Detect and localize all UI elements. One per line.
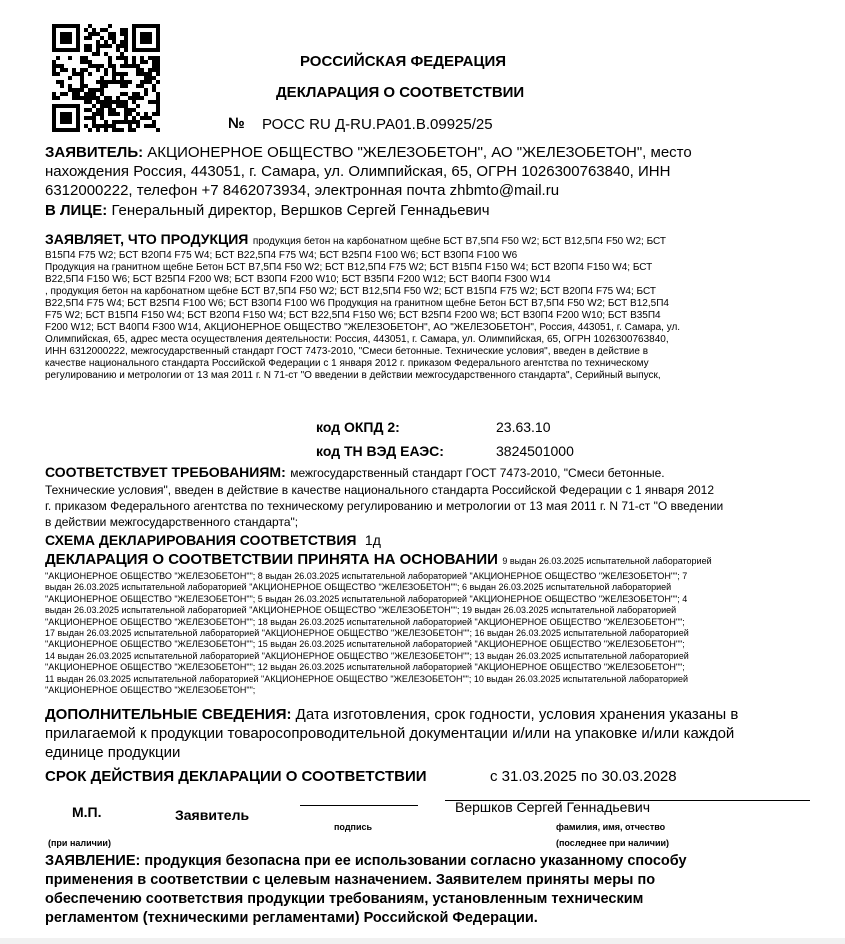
requirements-line: Технические условия", введен в действие в качестве национального стандарта Российской Федерации с 1 января 2012 [45, 483, 715, 497]
requirements-text: межгосударственный стандарт ГОСТ 7473-2010, "Смеси бетонные. [290, 466, 665, 480]
product-line: F75 W2; БСТ В15П4 F150 W4; БСТ В20П4 F150 W4; БСТ В22,5П4 F150 W6; БСТ В25П4 F200 W8; БСТ В30П4 F200 W10; БСТ В35П4 [45, 310, 661, 321]
stamp-caption: (при наличии) [48, 838, 111, 848]
basis-line: 11 выдан 26.03.2025 испытательной лабораторией "АКЦИОНЕРНОЕ ОБЩЕСТВО "ЖЕЛЕЗОБЕТОН""; 10 выдан 26.03.2025 испытательной лабораторией [45, 673, 689, 684]
basis-line: "АКЦИОНЕРНОЕ ОБЩЕСТВО "ЖЕЛЕЗОБЕТОН""; 15 выдан 26.03.2025 испытательной лабораторией "АКЦИОНЕРНОЕ ОБЩЕСТВО "ЖЕЛЕЗОБЕТОН""; [45, 639, 685, 650]
page-bottom-edge [0, 938, 845, 944]
product-line: Продукция на гранитном щебне Бетон БСТ В7,5П4 F50 W2; БСТ В12,5П4 F75 W2; БСТ В15П4 F150 W4; БСТ В20П4 F150 W4; БСТ [45, 262, 653, 273]
additional-text: Дата изготовления, срок годности, условия хранения указаны в [295, 706, 739, 723]
okpd-label: код ОКПД 2: [316, 419, 400, 435]
statement-line: ЗАЯВЛЕНИЕ: продукция безопасна при ее использовании согласно указанному способу [45, 853, 687, 869]
statement-line: регламентом (техническими регламентами) Российской Федерации. [45, 910, 538, 926]
applicant-line1 [45, 143, 692, 162]
applicant-label: ЗАЯВИТЕЛЬ: [45, 144, 144, 161]
tnved-label: код ТН ВЭД ЕАЭС: [316, 443, 444, 459]
signature-caption: подпись [334, 822, 373, 832]
person-value: Генеральный директор, Вершков Сергей Геннадьевич [111, 202, 490, 219]
basis-first-line [45, 551, 712, 569]
okpd-value: 23.63.10 [496, 419, 551, 435]
product-first-line [45, 231, 666, 249]
additional-line3: единице продукции [45, 744, 181, 761]
product-line: В22,5П4 F75 W4; БСТ В25П4 F100 W6; БСТ В30П4 F100 W6 Продукция на гранитном щебне Бетон БСТ В7,5П4 F50 W2; БСТ В12,5П4 [45, 298, 669, 309]
scheme-label: СХЕМА ДЕКЛАРИРОВАНИЯ СООТВЕТСТВИЯ [45, 532, 357, 548]
declaration-number: РОСС RU Д-RU.РА01.В.09925/25 [262, 116, 493, 133]
product-details [45, 250, 835, 382]
basis-line: "АКЦИОНЕРНОЕ ОБЩЕСТВО "ЖЕЛЕЗОБЕТОН""; 8 выдан 26.03.2025 испытательной лабораторией "АКЦИОНЕРНОЕ ОБЩЕСТВО "ЖЕЛЕЗОБЕТОН""; 7 [45, 571, 688, 581]
product-line: продукция бетон на карбонатном щебне БСТ В7,5П4 F50 W2; БСТ В12,5П4 F50 W2; БСТ [252, 236, 667, 247]
requirements-label: СООТВЕТСТВУЕТ ТРЕБОВАНИЯМ: [45, 464, 286, 480]
person-label: В ЛИЦЕ: [45, 202, 108, 219]
applicant-text: АКЦИОНЕРНОЕ ОБЩЕСТВО "ЖЕЛЕЗОБЕТОН", АО "ЖЕЛЕЗОБЕТОН", место [147, 144, 692, 161]
country-title: РОССИЙСКАЯ ФЕДЕРАЦИЯ [300, 53, 507, 70]
product-line: Олимпийская, 65, адрес места осуществления деятельности: Россия, 443051, г. Самара, ул. Олимпийская, 65, ОГРН 1026300763840, [45, 334, 669, 345]
tnved-value: 3824501000 [496, 443, 574, 459]
scheme-line [45, 532, 381, 550]
product-line: ИНН 6312000222, межгосударственный стандарт ГОСТ 7473-2010, "Смеси бетонные. Технические условия", введен в действие в [45, 346, 649, 357]
scheme-value: 1д [364, 532, 381, 548]
product-line: F200 W12; БСТ В40П4 F300 W14, АКЦИОНЕРНОЕ ОБЩЕСТВО "ЖЕЛЕЗОБЕТОН", АО "ЖЕЛЕЗОБЕТОН", Россия, 443051, г. Самара, ул. [45, 322, 681, 333]
requirements-line: г. приказом Федерального агентства по техническому регулированию и метрологии от 13 мая 2011 г. N 71-ст "О введении [45, 499, 724, 513]
basis-line: 17 выдан 26.03.2025 испытательной лабораторией "АКЦИОНЕРНОЕ ОБЩЕСТВО "ЖЕЛЕЗОБЕТОН""; 16 выдан 26.03.2025 испытательной лабораторией [45, 628, 689, 639]
stamp-label: М.П. [72, 804, 102, 820]
basis-line: "АКЦИОНЕРНОЕ ОБЩЕСТВО "ЖЕЛЕЗОБЕТОН""; 5 выдан 26.03.2025 испытательной лабораторией "АКЦИОНЕРНОЕ ОБЩЕСТВО "ЖЕЛЕЗОБЕТОН""; 4 [45, 593, 688, 604]
basis-label: ДЕКЛАРАЦИЯ О СООТВЕТСТВИИ ПРИНЯТА НА ОСНОВАНИИ [45, 551, 498, 568]
basis-line: "АКЦИОНЕРНОЕ ОБЩЕСТВО "ЖЕЛЕЗОБЕТОН""; [45, 685, 256, 696]
product-label: ЗАЯВЛЯЕТ, ЧТО ПРОДУКЦИЯ [45, 231, 249, 247]
applicant-signature-label: Заявитель [175, 807, 250, 823]
basis-line: выдан 26.03.2025 испытательной лабораторией "АКЦИОНЕРНОЕ ОБЩЕСТВО "ЖЕЛЕЗОБЕТОН""; 19 выдан 26.03.2025 испытательной лабораторией [45, 605, 677, 616]
signer-name: Вершков Сергей Геннадьевич [455, 799, 650, 815]
product-line: В22,5П4 F150 W6; БСТ В25П4 F200 W8; БСТ В30П4 F200 W10; БСТ В35П4 F200 W12; БСТ В40П4 F300 W14 [45, 274, 551, 285]
product-line: регулированию и метрологии от 13 мая 2011 г. N 71-ст "О введении в действии межгосударственного стандарта", Серийный выпуск, [45, 370, 661, 381]
basis-line: "АКЦИОНЕРНОЕ ОБЩЕСТВО "ЖЕЛЕЗОБЕТОН""; 12 выдан 26.03.2025 испытательной лабораторией "АКЦИОНЕРНОЕ ОБЩЕСТВО "ЖЕЛЕЗОБЕТОН""; [45, 662, 685, 673]
basis-line: выдан 26.03.2025 испытательной лабораторией "АКЦИОНЕРНОЕ ОБЩЕСТВО "ЖЕЛЕЗОБЕТОН""; 6 выдан 26.03.2025 испытательной лабораторией [45, 582, 672, 593]
basis-line: 9 выдан 26.03.2025 испытательной лабораторией [502, 556, 712, 566]
applicant-line2: нахождения Россия, 443051, г. Самара, ул. Олимпийская, 65, ОГРН 1026300763840, ИНН [45, 163, 671, 180]
validity-label: СРОК ДЕЙСТВИЯ ДЕКЛАРАЦИИ О СООТВЕТСТВИИ [45, 768, 427, 785]
qr-code [52, 24, 160, 132]
statement-line: применения в соответствии с целевым назначением. Заявителем приняты меры по [45, 872, 656, 888]
validity-value: с 31.03.2025 по 30.03.2028 [490, 768, 677, 785]
product-line: В15П4 F75 W2; БСТ В20П4 F75 W4; БСТ В22,5П4 F75 W4; БСТ В25П4 F100 W6; БСТ В30П4 F100 W6 [45, 250, 518, 261]
additional-label: ДОПОЛНИТЕЛЬНЫЕ СВЕДЕНИЯ: [45, 706, 292, 723]
basis-line: "АКЦИОНЕРНОЕ ОБЩЕСТВО "ЖЕЛЕЗОБЕТОН""; 18 выдан 26.03.2025 испытательной лабораторией "АКЦИОНЕРНОЕ ОБЩЕСТВО "ЖЕЛЕЗОБЕТОН""; [45, 616, 685, 627]
product-line: качестве национального стандарта Российской Федерации с 1 января 2012 г. приказом Федерального агентства по техническому [45, 358, 649, 369]
statement [45, 852, 687, 928]
additional-line2: прилагаемой к продукции товаросопроводительной документации и/или на упаковке и/или каждой [45, 725, 735, 742]
document-title: ДЕКЛАРАЦИЯ О СООТВЕТСТВИИ [276, 84, 525, 101]
name-caption: фамилия, имя, отчество [556, 822, 666, 832]
applicant-line3: 6312000222, телефон +7 8462073934, электронная почта zhbmto@mail.ru [45, 182, 560, 199]
applicant-person [45, 201, 490, 220]
requirements-body [45, 482, 723, 530]
product-line: , продукция бетон на карбонатном щебне БСТ В7,5П4 F50 W2; БСТ В12,5П4 F50 W2; БСТ В15П4 F75 W2; БСТ В20П4 F75 W4; БСТ [45, 286, 656, 297]
statement-line: обеспечению соответствия продукции требованиям, установленным техническим [45, 891, 644, 907]
basis-details [45, 571, 689, 696]
name-caption-sub: (последнее при наличии) [556, 838, 670, 848]
number-sign: № [228, 115, 245, 132]
signature-line [300, 805, 418, 806]
requirements-line: в действии межгосударственного стандарта"; [45, 515, 299, 529]
basis-line: 14 выдан 26.03.2025 испытательной лабораторией "АКЦИОНЕРНОЕ ОБЩЕСТВО "ЖЕЛЕЗОБЕТОН""; 13 выдан 26.03.2025 испытательной лабораторией [45, 650, 689, 661]
additional-first-line [45, 705, 738, 724]
requirements-first-line [45, 464, 665, 482]
name-line [445, 800, 810, 801]
